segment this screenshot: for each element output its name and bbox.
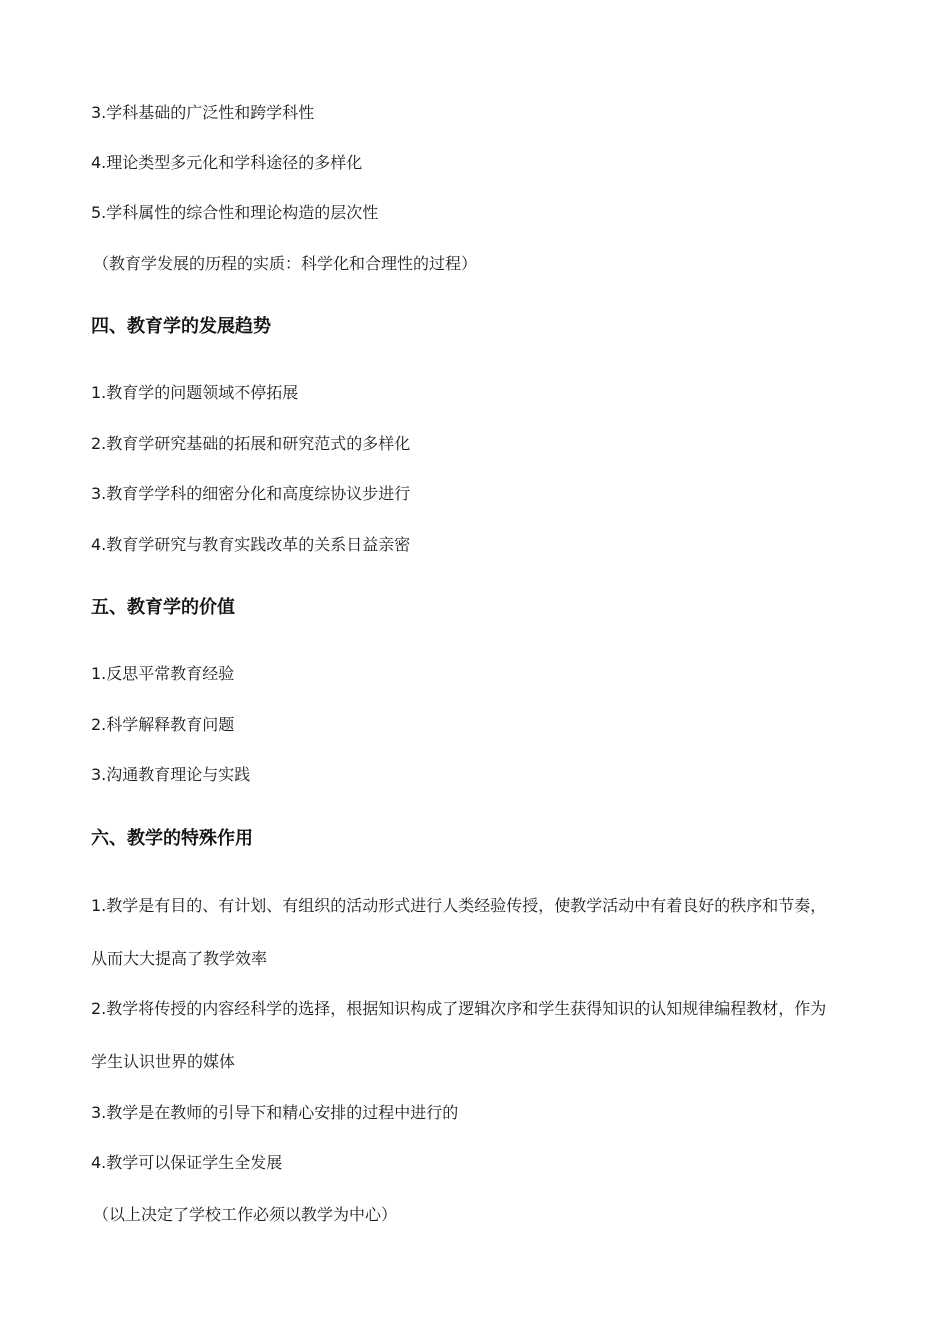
list-item: 5.学科属性的综合性和理论构造的层次性 <box>91 203 379 222</box>
section-heading-value: 五、教育学的价值 <box>91 597 235 618</box>
section-heading-trends: 四、教育学的发展趋势 <box>91 316 271 337</box>
list-item-continuation: 从而大大提高了教学效率 <box>91 949 268 968</box>
list-item-continuation: 学生认识世界的媒体 <box>91 1052 236 1071</box>
list-item: 4.理论类型多元化和学科途径的多样化 <box>91 153 363 172</box>
list-item: 2.教学将传授的内容经科学的选择，根据知识构成了逻辑次序和学生获得知识的认知规律编程教材，作为 <box>91 999 827 1018</box>
list-item: 3.教学是在教师的引导下和精心安排的过程中进行的 <box>91 1103 459 1122</box>
list-item: 1.教学是有目的、有计划、有组织的活动形式进行人类经验传授，使教学活动中有着良好的秩序和节奏， <box>91 896 827 915</box>
list-item: 4.教育学研究与教育实践改革的关系日益亲密 <box>91 535 411 554</box>
list-item: 3.学科基础的广泛性和跨学科性 <box>91 103 315 122</box>
section-note: （教育学发展的历程的实质：科学化和合理性的过程） <box>93 254 478 273</box>
section-heading-teaching: 六、教学的特殊作用 <box>91 828 253 849</box>
list-item: 2.科学解释教育问题 <box>91 715 235 734</box>
list-item: 2.教育学研究基础的拓展和研究范式的多样化 <box>91 434 411 453</box>
section-note: （以上决定了学校工作必须以教学为中心） <box>93 1205 398 1224</box>
list-item: 1.反思平常教育经验 <box>91 664 235 683</box>
list-item: 1.教育学的问题领域不停拓展 <box>91 383 299 402</box>
list-item: 3.沟通教育理论与实践 <box>91 765 251 784</box>
list-item: 4.教学可以保证学生全发展 <box>91 1153 283 1172</box>
list-item: 3.教育学学科的细密分化和高度综协议步进行 <box>91 484 411 503</box>
